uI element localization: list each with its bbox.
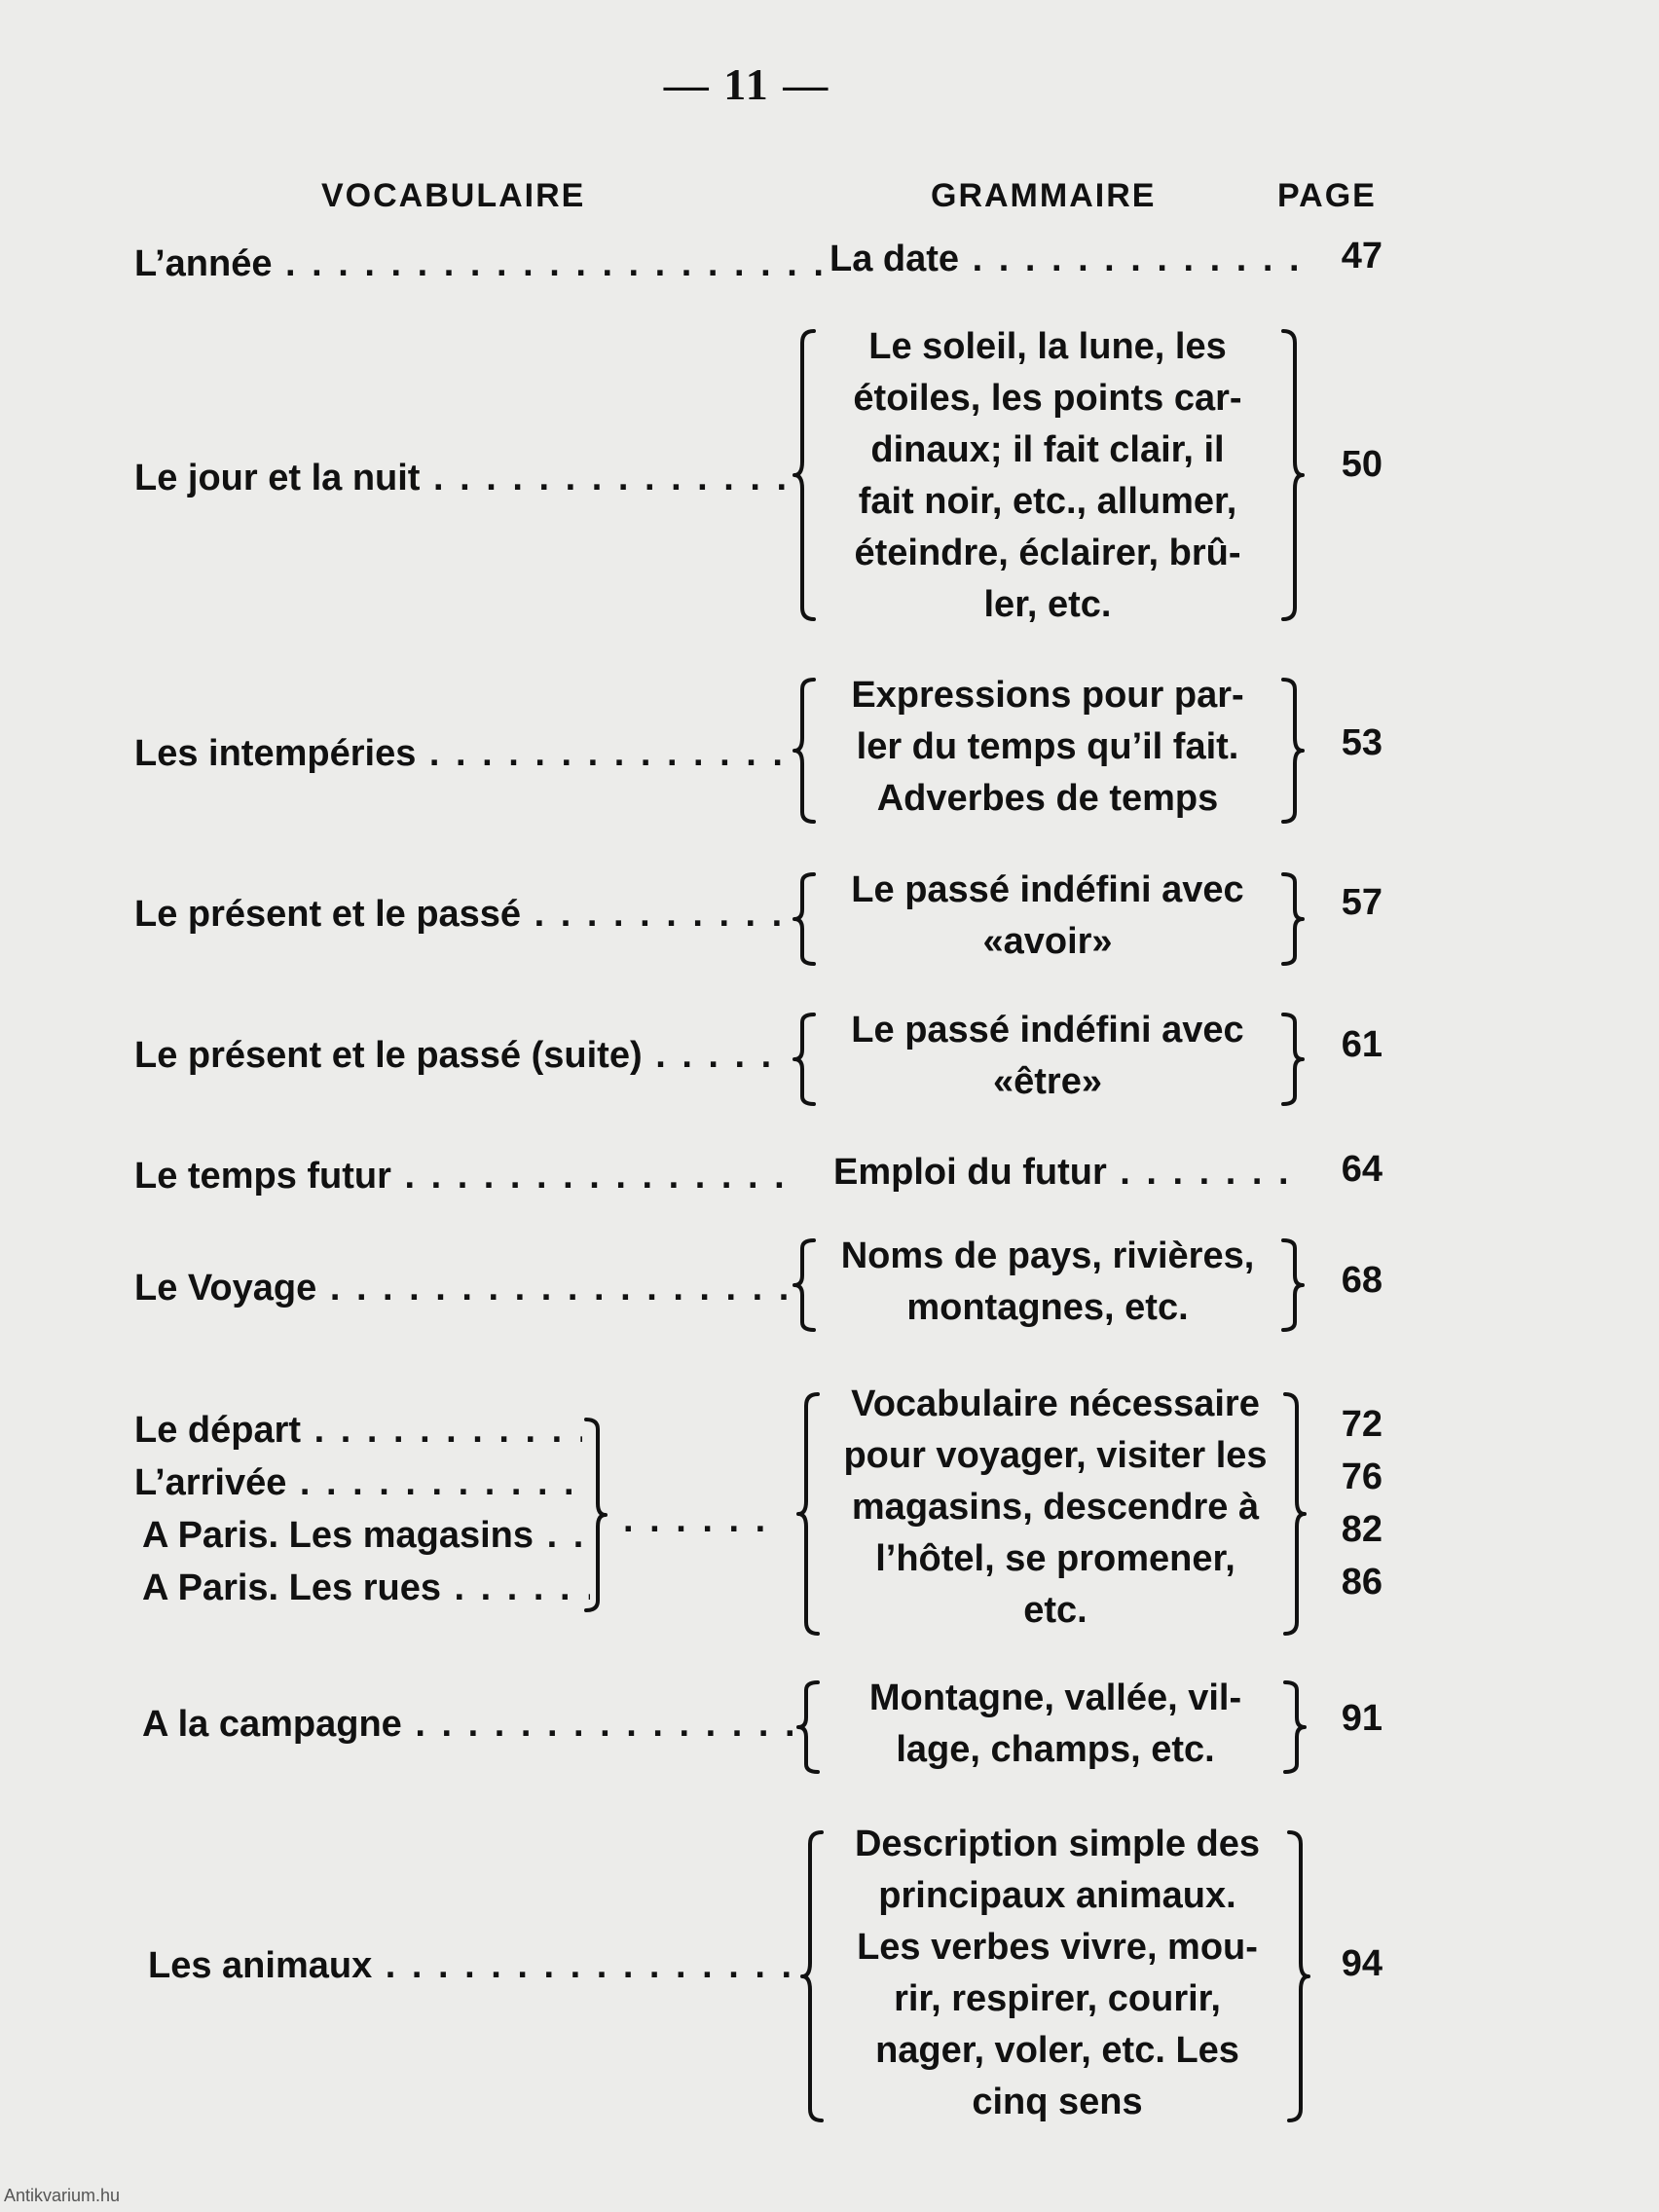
left-brace-icon [800, 1392, 822, 1636]
page-ref: 72 [1341, 1404, 1382, 1445]
grammar-entry: Expressions pour par- ler du temps qu’il fait. Adverbes de temps [851, 675, 1244, 819]
page-ref: 57 [1341, 882, 1382, 923]
vocab-entry: A Paris. Les magasins . . . [142, 1515, 590, 1557]
vocab-entry: Les intempéries . . . [134, 733, 789, 775]
grammar-entry: Emploi du futur . . . [833, 1147, 1305, 1198]
page-ref: 64 [1341, 1149, 1382, 1190]
vocab-entry: Le présent et le passé (suite) . . . [134, 1035, 789, 1077]
left-brace-icon [796, 1013, 818, 1106]
page-ref: 68 [1341, 1260, 1382, 1301]
page-ref: 53 [1341, 722, 1382, 763]
grammar-entry: Le passé indéfini avec «avoir» [851, 869, 1244, 962]
right-brace-icon [1283, 1392, 1305, 1636]
right-brace-icon [1283, 1680, 1305, 1774]
header-grammar: GRAMMAIRE [931, 177, 1157, 214]
page-ref: 82 [1341, 1509, 1382, 1550]
vocab-entry: A la campagne . . . [142, 1704, 804, 1746]
page-ref: 50 [1341, 444, 1382, 485]
page-ref: 86 [1341, 1562, 1382, 1603]
vocab-entry: Les animaux . . . [148, 1945, 810, 1987]
vocab-entry: Le jour et la nuit . . . [134, 458, 789, 499]
vocab-entry: Le temps futur . . . [134, 1156, 789, 1198]
grammar-entry: Le soleil, la lune, les étoiles, les points car- dinaux; il fait clair, il fait noir, etc., allumer, éteindre, éclairer, brû- ler, etc. [853, 326, 1242, 625]
watermark: Antikvarium.hu [4, 2186, 121, 2205]
grammar-entry: Description simple des principaux animaux. Les verbes vivre, mou- rir, respirer, courir, nager, voler, etc. Les cinq sens [854, 1824, 1260, 2122]
page-ref: 61 [1341, 1024, 1382, 1065]
left-brace-icon [796, 678, 818, 824]
page-number: — 11 — [663, 59, 830, 109]
right-brace-icon [1281, 678, 1303, 824]
vocab-entry: L’arrivée . . . [134, 1462, 582, 1504]
left-brace-icon [796, 1238, 818, 1332]
header-vocabulary: VOCABULAIRE [321, 177, 586, 214]
vocab-entry: Le présent et le passé . . . [134, 894, 789, 936]
page-ref: 91 [1341, 1698, 1382, 1739]
page-ref: 76 [1341, 1456, 1382, 1497]
grammar-entry: Vocabulaire nécessaire pour voyager, visiter les magasins, descendre à l’hôtel, se promener, etc. [843, 1383, 1268, 1631]
vocab-entry: Le Voyage . . . [134, 1268, 789, 1309]
grammar-entry: Noms de pays, rivières, montagnes, etc. [840, 1235, 1255, 1328]
vocab-entry: A Paris. Les rues . . . [142, 1567, 590, 1609]
leader-dots: . . . . . . [623, 1499, 769, 1540]
vocab-entry: L’année . . . [134, 243, 828, 285]
page-ref: 47 [1341, 236, 1382, 276]
left-brace-icon [796, 872, 818, 966]
grammar-entry: Le passé indéfini avec «être» [851, 1010, 1244, 1102]
right-brace-icon [1281, 872, 1303, 966]
grammar-entry: Montagne, vallée, vil- lage, champs, etc. [868, 1677, 1242, 1770]
page-ref: 94 [1341, 1943, 1382, 1984]
right-brace-icon [584, 1418, 606, 1612]
vocab-entry: Le départ . . . [134, 1410, 582, 1452]
right-brace-icon [1281, 329, 1303, 621]
left-brace-icon [796, 329, 818, 621]
header-page: PAGE [1277, 177, 1377, 214]
left-brace-icon [804, 1830, 826, 2122]
grammar-entry: La date . . . [830, 234, 1305, 285]
right-brace-icon [1281, 1238, 1303, 1332]
right-brace-icon [1281, 1013, 1303, 1106]
left-brace-icon [800, 1680, 822, 1774]
